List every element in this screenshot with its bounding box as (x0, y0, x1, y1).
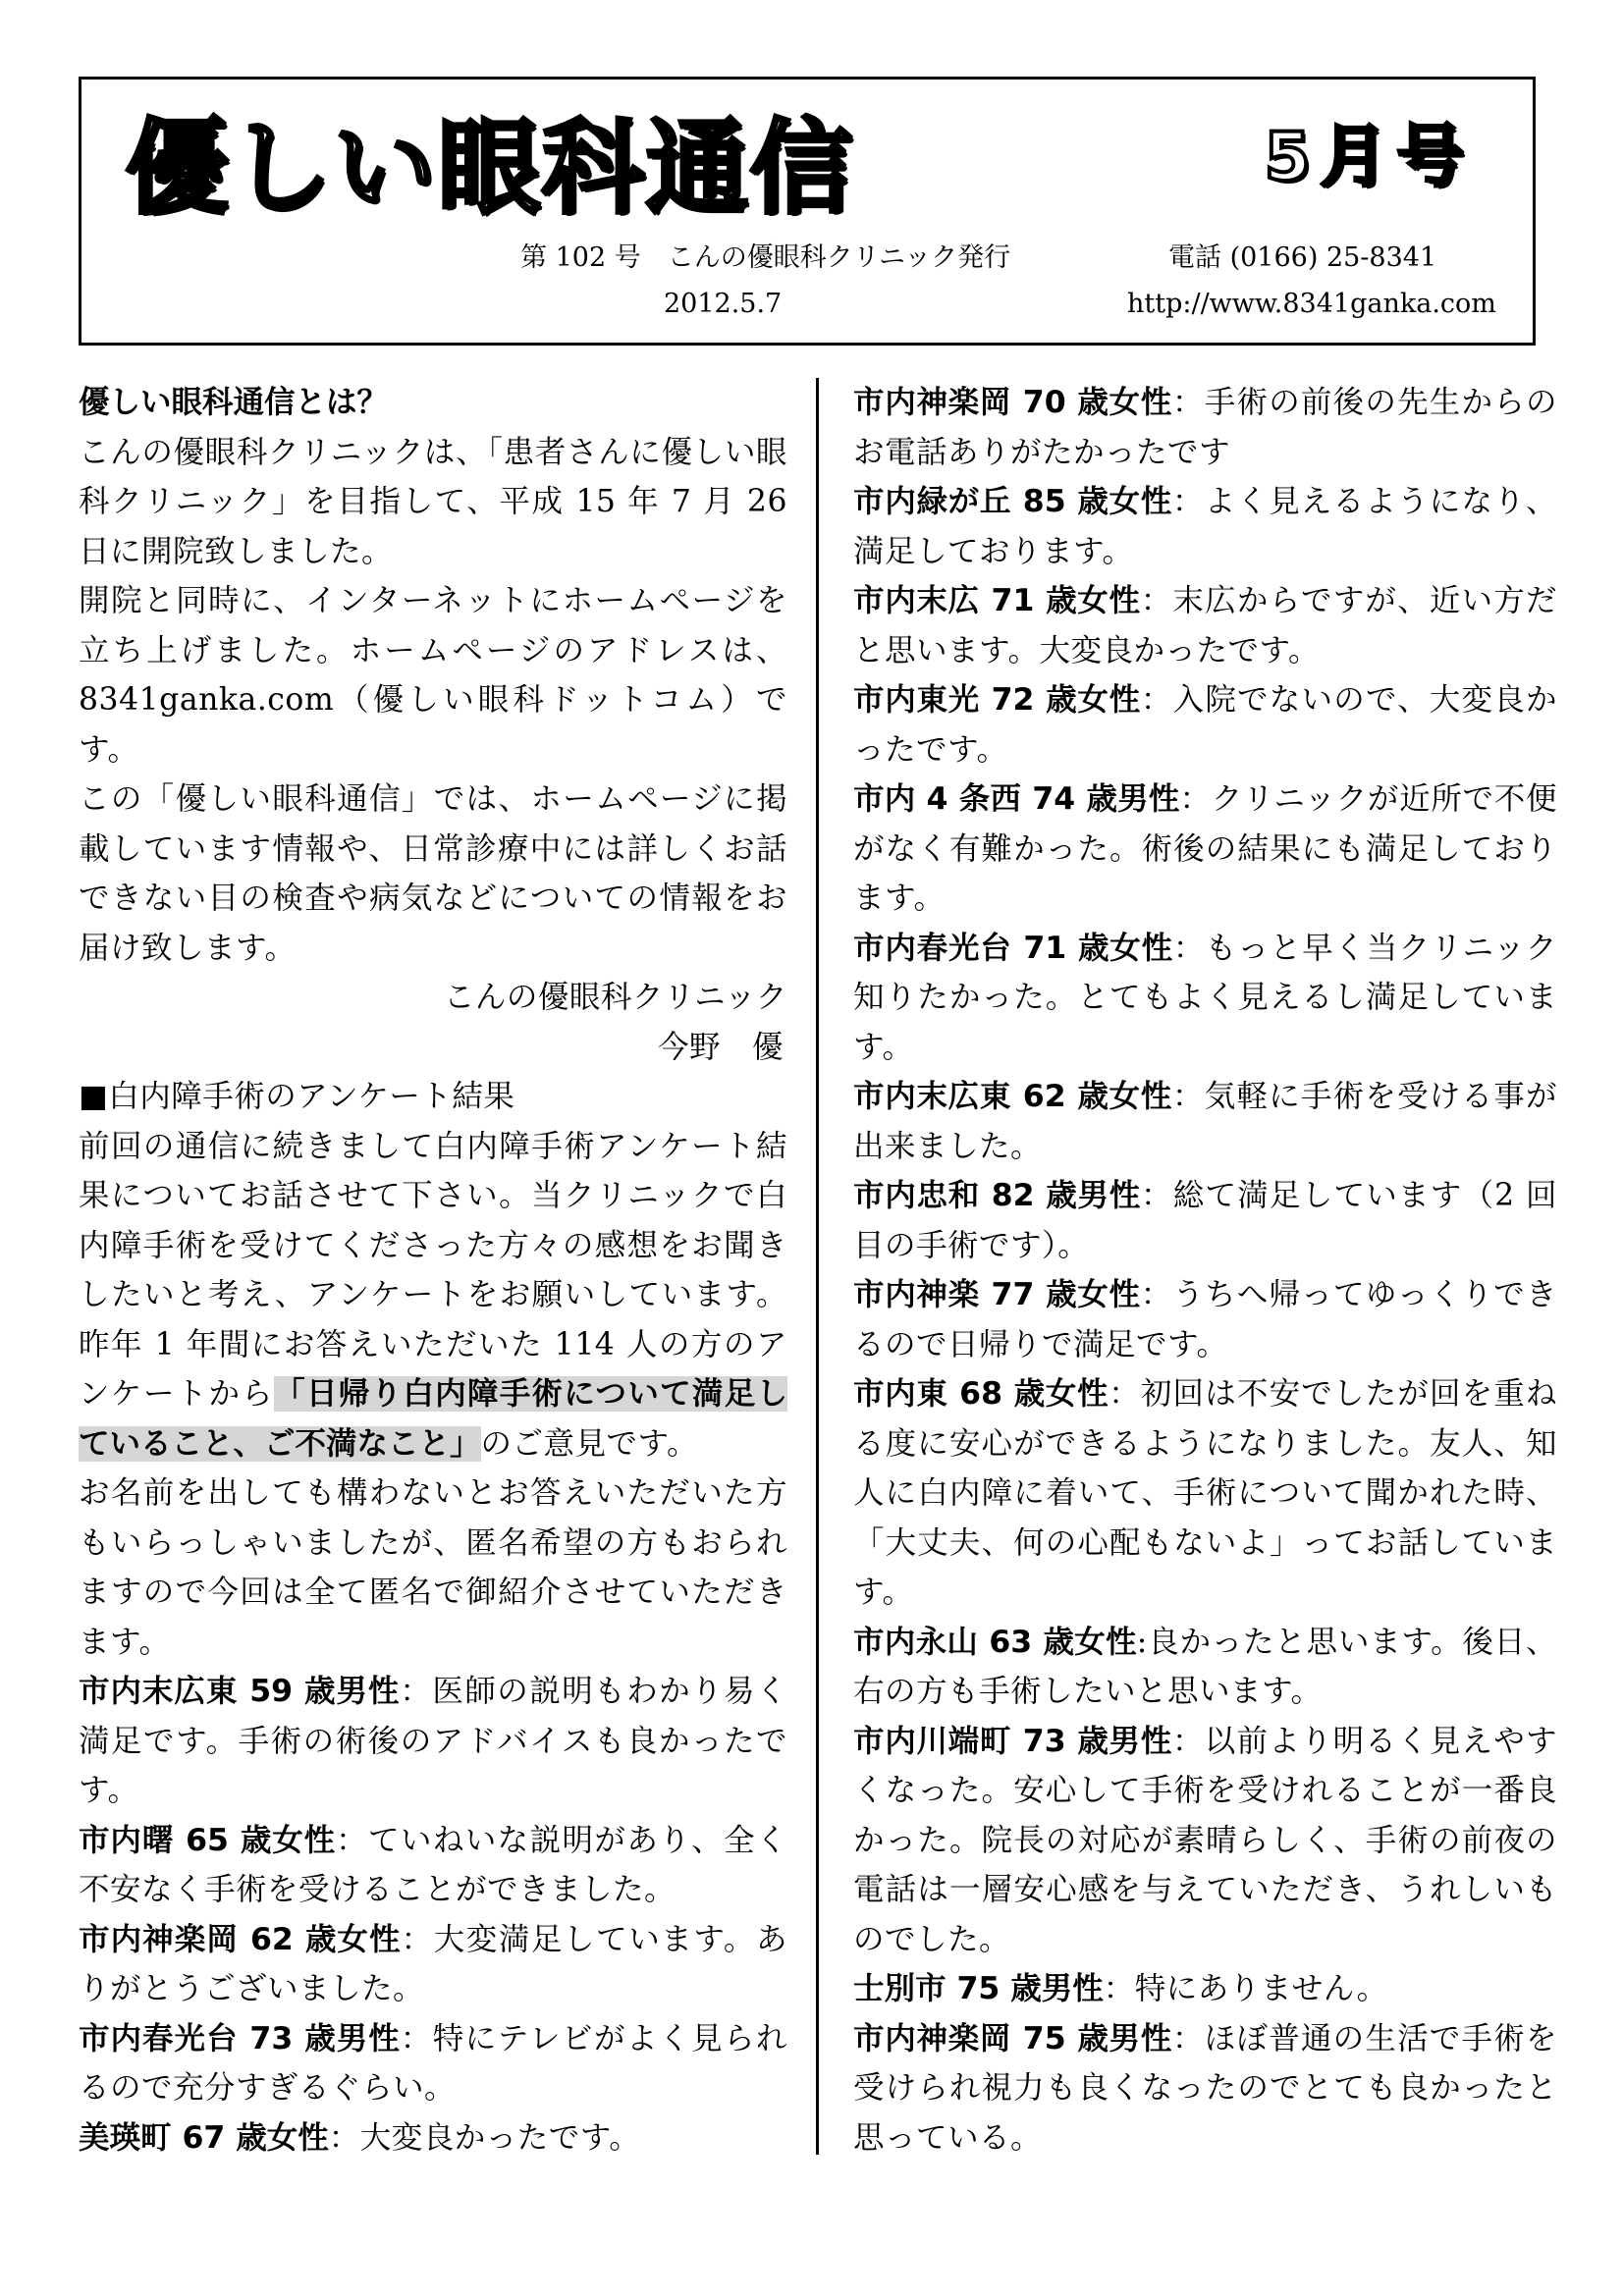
survey-comment (853, 1270, 1557, 1369)
survey-intro-text: 前回の通信に続きまして白内障手術アンケート結果についてお話させて下さい。当クリニックで白内障手術を受けてくださった方々の感想をお聞きしたいと考え、アンケートをお願いしています。昨年 1 年間にお答えいただいた 114 人の方のアンケートから (79, 1128, 787, 1412)
privacy-note: お名前を出しても構わないとお答えいただいた方もいらっしゃいましたが、匿名希望の方もおられますので今回は全て匿名で御紹介させていただきます。 (79, 1475, 787, 1660)
intro-paragraph: この「優しい眼科通信」では、ホームページに掲載しています情報や、日常診療中には詳しくお話できない目の検査や病気などについての情報をお届け致します。 (79, 781, 787, 966)
survey-comment (79, 1667, 787, 1816)
survey-intro-end: のご意見です。 (480, 1425, 698, 1462)
issue-number-publisher: 第 102 号 こんの優眼科クリニック発行 (520, 242, 1011, 273)
comment-text: ：医師の説明もわかり易く満足です。手術の術後のアドバイスも良かったです。 (79, 1674, 787, 1808)
comment-text: ：うちへ帰ってゆっくりできるので日帰りで満足です。 (853, 1277, 1557, 1362)
respondent-label: 市内末広東 62 歳女性 (853, 1079, 1173, 1114)
survey-comment (79, 2014, 787, 2113)
comment-text: ：気軽に手術を受ける事が出来ました。 (853, 1079, 1557, 1164)
survey-intro (79, 1122, 787, 1469)
survey-comment (79, 1915, 787, 2014)
respondent-label: 士別市 75 歳男性 (853, 1971, 1104, 2006)
comment-text: ：以前より明るく見えやすくなった。安心して手術を受けれることが一番良かった。院長の対応が素晴らしく、手術の前夜の電話は一層安心感を与えていただき、うれしいものでした。 (853, 1723, 1557, 1957)
comment-text: :良かったと思います。後日、右の方も手術したいと思います。 (853, 1624, 1557, 1709)
survey-comment (79, 1816, 787, 1915)
author-signature: 今野 優 (657, 1029, 784, 1065)
survey-comment (853, 477, 1557, 576)
comment-text: ：大変良かったです。 (328, 2119, 641, 2156)
comment-text: ：末広からですが、近い方だと思います。大変良かったです。 (853, 583, 1557, 668)
survey-comment (853, 2014, 1557, 2163)
comment-text: ：初回は不安でしたが回を重ねる度に安心ができるようになりました。友人、知人に白内障に着いて、手術について聞かれた時、「大丈夫、何の心配もないよ」ってお話しています。 (853, 1376, 1557, 1610)
comment-text: ：入院でないので、大変良かったです。 (853, 682, 1557, 768)
comment-text: ：ていねいな説明があり、全く不安なく手術を受けることができました。 (79, 1822, 787, 1907)
survey-comment (853, 1618, 1557, 1717)
comment-list-left (79, 1667, 787, 2163)
survey-comment (853, 1717, 1557, 1965)
issue-month: 5月号 (1264, 119, 1474, 196)
survey-comment (853, 1072, 1557, 1171)
survey-comment (853, 378, 1557, 477)
survey-comment (853, 576, 1557, 675)
respondent-label: 市内東 68 歳女性 (853, 1376, 1109, 1412)
comment-text: ：総て満足しています（2 回目の手術です）。 (853, 1178, 1557, 1263)
newsletter-title: 優しい眼科通信 (126, 108, 855, 228)
highlighted-topic: 「日帰り白内障手術について満足していること、ご不満なこと」 (79, 1376, 788, 1462)
respondent-label: 市内 4 条西 74 歳男性 (853, 781, 1180, 817)
comment-text: ：クリニックが近所で不便がなく有難かった。術後の結果にも満足しております。 (853, 781, 1557, 916)
comment-text: ：特にテレビがよく見られるので充分すぎるぐらい。 (79, 2020, 787, 2106)
survey-comment (853, 675, 1557, 774)
respondent-label: 市内神楽 77 歳女性 (853, 1277, 1141, 1312)
masthead (79, 77, 1536, 346)
respondent-label: 市内緑が丘 85 歳女性 (853, 484, 1173, 519)
respondent-label: 市内春光台 73 歳男性 (79, 2020, 401, 2056)
comment-text: ：手術の前後の先生からのお電話ありがたかったです (853, 385, 1557, 470)
respondent-label: 市内川端町 73 歳男性 (853, 1723, 1173, 1759)
respondent-label: 美瑛町 67 歳女性 (79, 2119, 329, 2156)
clinic-signature: こんの優眼科クリニック (443, 980, 787, 1015)
respondent-label: 市内末広 71 歳女性 (853, 583, 1141, 618)
website-url: http://www.8341ganka.com (1127, 289, 1496, 319)
intro-paragraph: 開院と同時に、インターネットにホームページを立ち上げました。ホームページのアドレスは、8341ganka.com（優しい眼科ドットコム）です。 (79, 583, 787, 768)
respondent-label: 市内曙 65 歳女性 (79, 1822, 337, 1858)
survey-comment (853, 1171, 1557, 1270)
respondent-label: 市内末広東 59 歳男性 (79, 1674, 401, 1709)
comment-text: ：ほぼ普通の生活で手術を受けられ視力も良くなったのでとても良かったと思っている。 (853, 2020, 1557, 2156)
survey-comment (853, 1369, 1557, 1618)
survey-comment (853, 774, 1557, 924)
respondent-label: 市内東光 72 歳女性 (853, 682, 1141, 718)
comment-text: ：大変満足しています。ありがとうございました。 (79, 1921, 787, 2006)
column-divider (816, 378, 819, 2155)
issue-date: 2012.5.7 (664, 289, 783, 319)
survey-comment (79, 2113, 787, 2163)
respondent-label: 市内神楽岡 75 歳男性 (853, 2020, 1173, 2056)
survey-comment (853, 924, 1557, 1073)
respondent-label: 市内忠和 82 歳男性 (853, 1178, 1141, 1213)
intro-paragraph: こんの優眼科クリニックは、「患者さんに優しい眼科クリニック」を目指して、平成 15 年 7 月 26 日に開院致しました。 (79, 434, 787, 569)
comment-text: ：もっと早く当クリニック知りたかった。とてもよく見えるし満足しています。 (853, 930, 1557, 1065)
right-column (853, 378, 1557, 2163)
respondent-label: 市内永山 63 歳女性 (853, 1624, 1137, 1660)
respondent-label: 市内春光台 71 歳女性 (853, 930, 1173, 966)
comment-text: ：特にありません。 (1103, 1971, 1388, 2006)
left-column (79, 378, 787, 2163)
respondent-label: 市内神楽岡 70 歳女性 (853, 385, 1173, 420)
respondent-label: 市内神楽岡 62 歳女性 (79, 1921, 402, 1957)
survey-heading: ■白内障手術のアンケート結果 (79, 1079, 515, 1114)
comment-text: ：よく見えるようになり、満足しております。 (853, 484, 1557, 569)
intro-heading: 優しい眼科通信とは？ (79, 385, 389, 420)
survey-comment (853, 1964, 1557, 2014)
comment-list-right (853, 378, 1557, 2163)
phone-number: 電話 (0166) 25-8341 (1168, 242, 1437, 273)
